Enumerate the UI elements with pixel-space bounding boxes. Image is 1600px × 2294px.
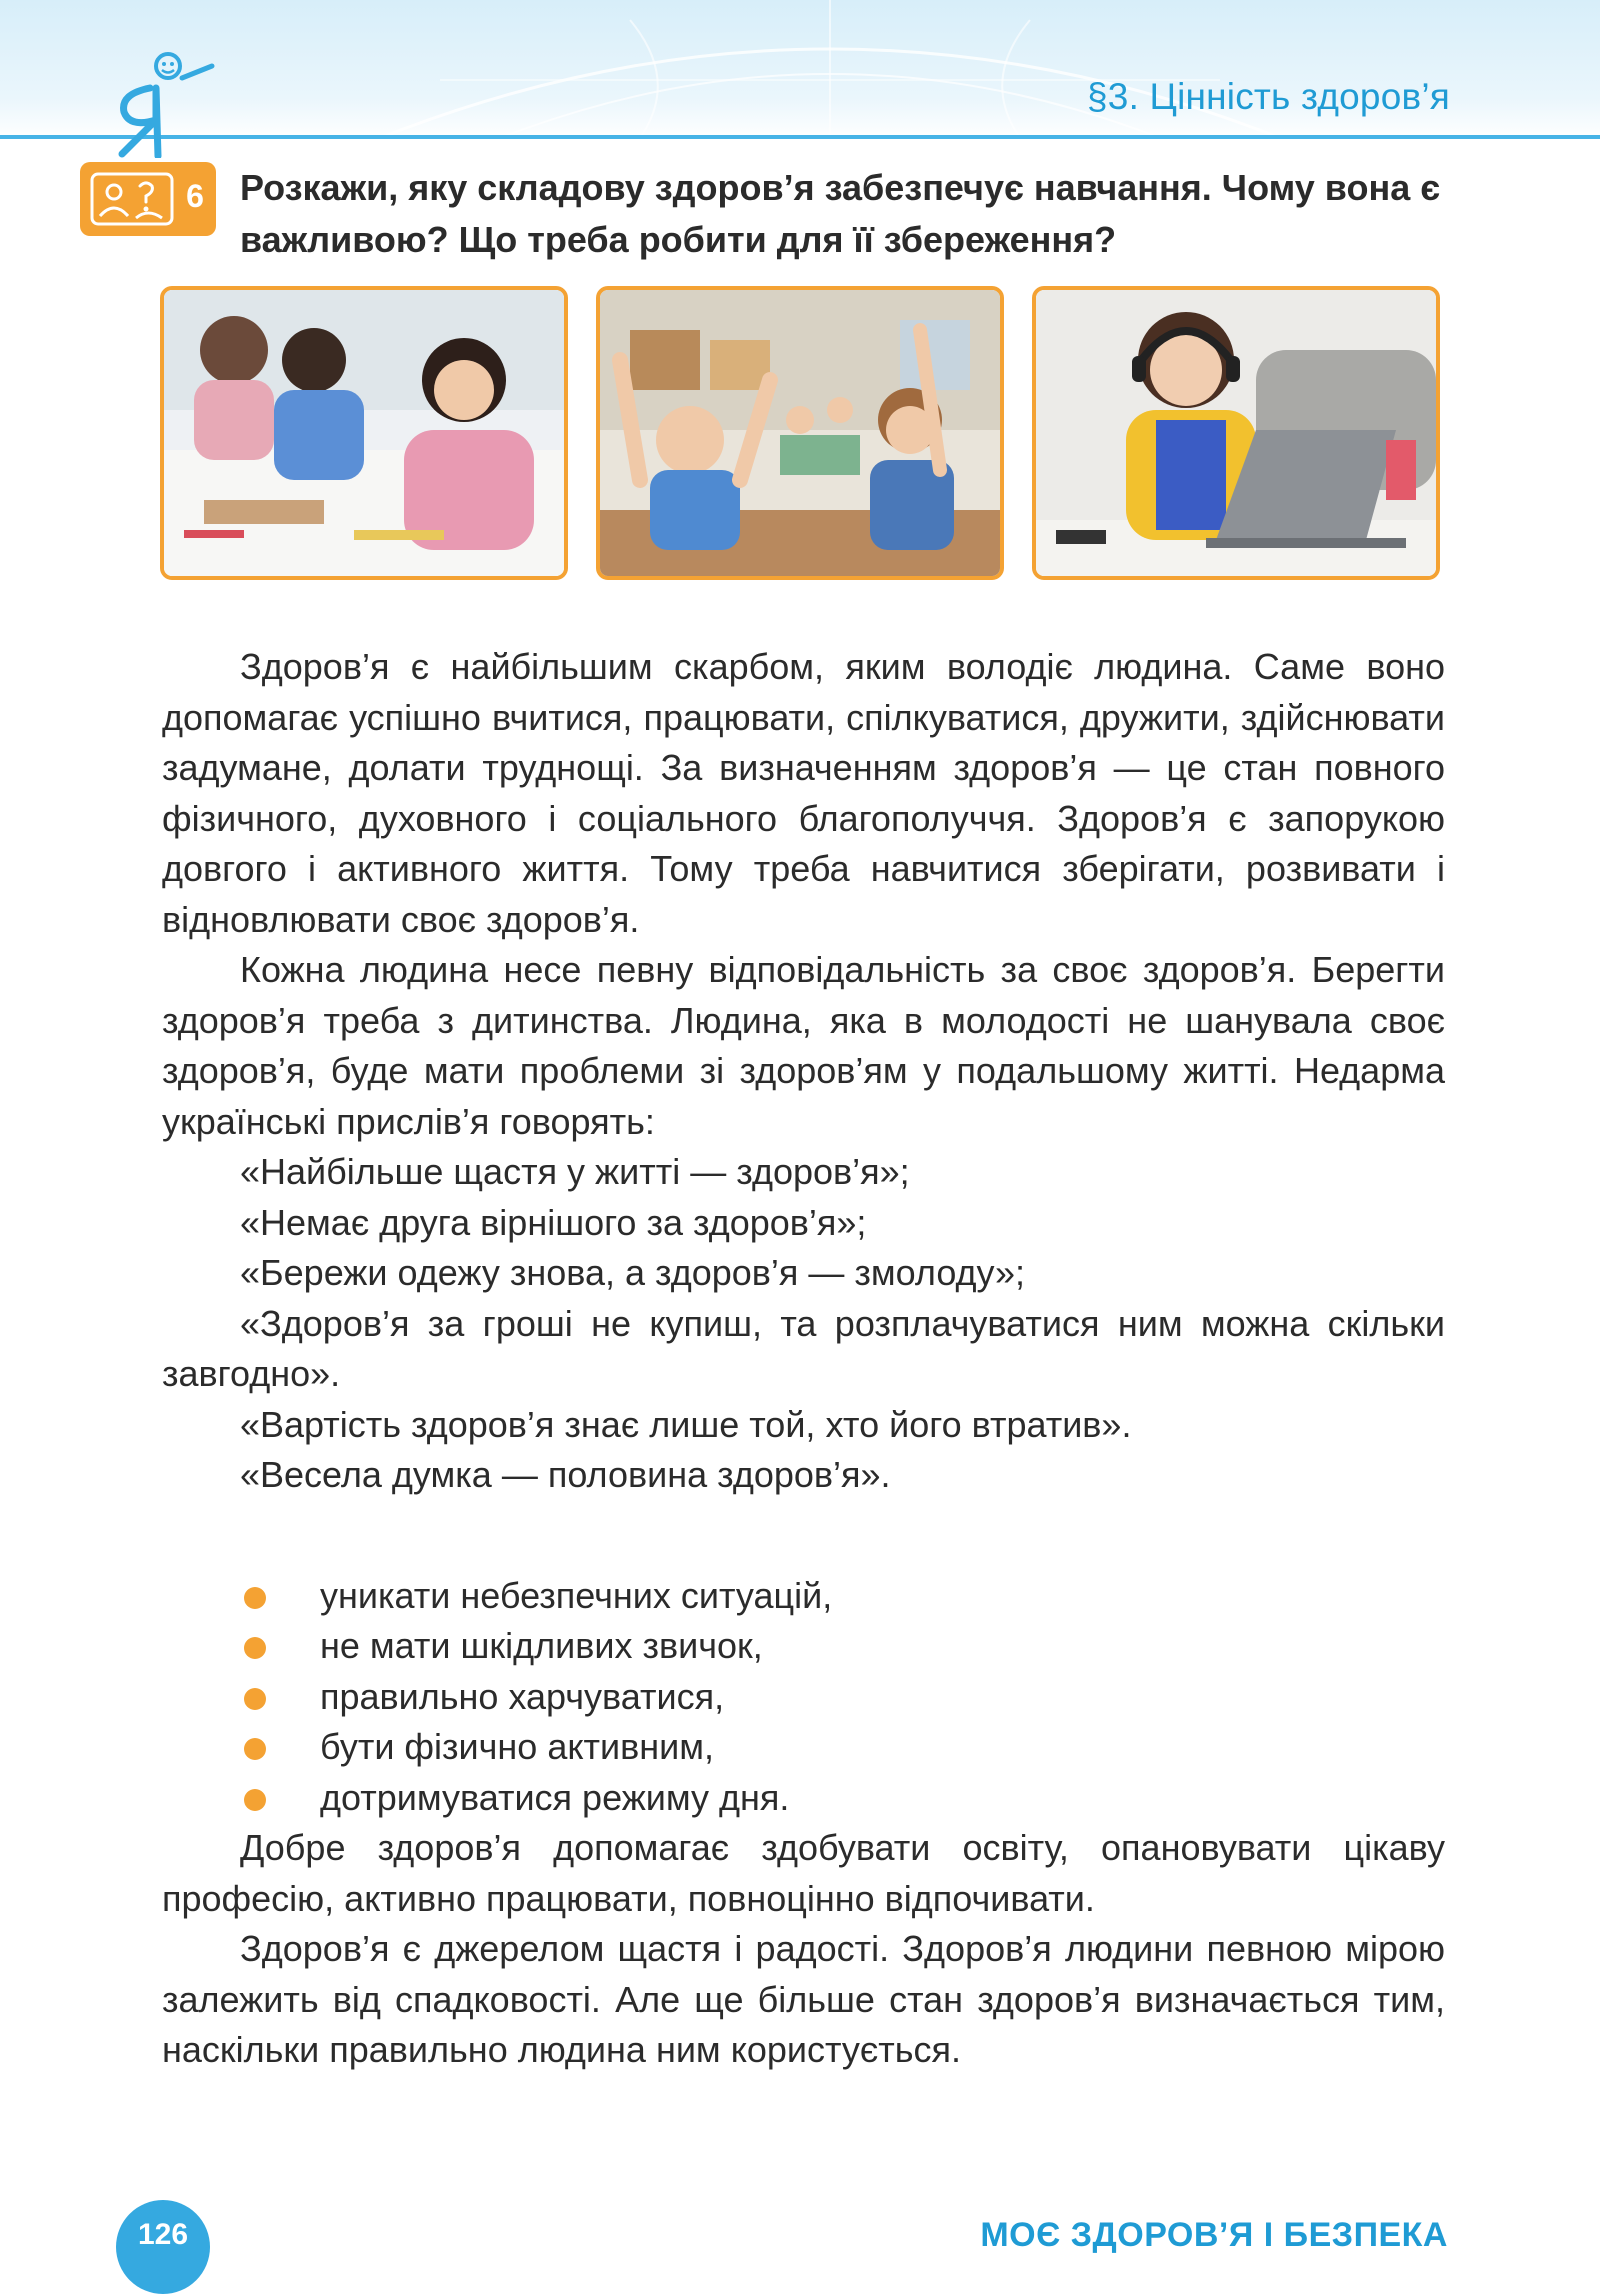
proverb-4: «Здоров’я за гроші не купиш, та розплачуватися ним можна скільки завгодно». [162, 1302, 1445, 1394]
list-item [162, 1773, 1445, 1824]
paragraph-2: Кожна людина несе певну відповідальність за своє здоров’я. Берегти здоров’я треба з дитинства. Людина, яка в молодості не шанувала своє здоров’я, буде мати проблеми зі здоров’ям у подальшому житті. Недарма українські прислів’я говорять: [162, 949, 1445, 1142]
task-badge [80, 162, 216, 236]
proverb-3: «Бережи одежу знова, а здоров’я — змолоду»; [240, 1252, 1025, 1293]
proverb-1: «Найбільше щастя у житті — здоров’я»; [240, 1151, 910, 1192]
closing-paragraph-1: Добре здоров’я допомагає здобувати освіту, опановувати цікаву професію, активно працювати, повноцінно відпочивати. [162, 1827, 1445, 1919]
bullet-dot-icon [244, 1688, 266, 1710]
page-number: 126 [137, 2218, 189, 2251]
list-item [162, 1672, 1445, 1723]
mascot-ya-letter-icon [100, 48, 220, 158]
closing-paragraph-2: Здоров’я є джерелом щастя і радості. Здоров’я людини певною мірою залежить від спадковості. Але ще більше стан здоров’я визначається тим, наскільки правильно людина ним користується. [162, 1928, 1445, 2070]
proverb-2: «Немає друга вірнішого за здоров’я»; [240, 1201, 867, 1243]
task-number: 6 [186, 178, 204, 214]
bullet-dot-icon [244, 1587, 266, 1609]
list-item [162, 1621, 1445, 1672]
proverb-5: «Вартість здоров’я знає лише той, хто його втратив». [240, 1403, 1132, 1445]
spacer [162, 1501, 1445, 1571]
bullet-list [162, 1571, 1445, 1824]
list-item [162, 1571, 1445, 1622]
list-item [162, 1722, 1445, 1773]
photo-classroom-hands [596, 286, 1004, 580]
photo-children-drawing [160, 286, 568, 580]
girl-laptop-headphones-photo-icon [1036, 290, 1436, 576]
children-drawing-photo-icon [164, 290, 564, 576]
proverb-6: «Весела думка — половина здоров’я». [240, 1454, 891, 1495]
section-title: §3. Цінність здоров’я [1087, 76, 1450, 117]
header-rule [0, 135, 1600, 139]
book-section-title: МОЄ ЗДОРОВ’Я І БЕЗПЕКА [980, 2216, 1448, 2254]
task-question: Розкажи, яку складову здоров’я забезпечує навчання. Чому вона є важливою? Що треба робити для її збереження? [240, 167, 1441, 260]
classroom-raised-hands-photo-icon [600, 290, 1000, 576]
bullet-dot-icon [244, 1789, 266, 1811]
bullet-dot-icon [244, 1637, 266, 1659]
list-item-text: бути фізично активним, [320, 1726, 714, 1767]
main-text [162, 642, 1445, 2076]
bullet-dot-icon [244, 1738, 266, 1760]
paragraph-1: Здоров’я є найбільшим скарбом, яким володіє людина. Саме воно допомагає успішно вчитися, працювати, спілкуватися, дружити, здійснювати задумане, долати труднощі. За визначенням здоров’я — це стан повного фізичного, духовного і соціального благополуччя. Здоров’я є запорукою довгого і активного життя. Тому треба навчитися зберігати, розвивати і відновлювати своє здоров’я. [162, 646, 1445, 940]
discussion-people-icon [90, 172, 174, 226]
list-item-text: уникати небезпечних ситуацій, [320, 1574, 833, 1616]
list-item-text: дотримуватися режиму дня. [320, 1776, 790, 1818]
photo-girl-laptop [1032, 286, 1440, 580]
list-item-text: не мати шкідливих звичок, [320, 1625, 763, 1666]
list-item-text: правильно харчуватися, [320, 1675, 725, 1717]
